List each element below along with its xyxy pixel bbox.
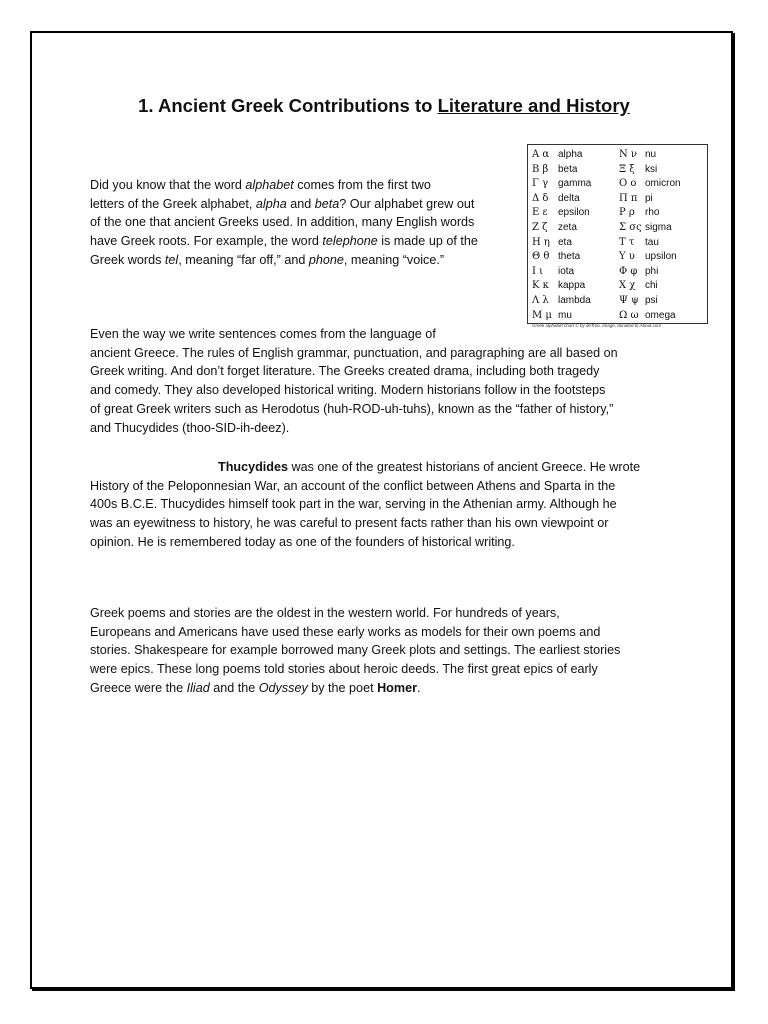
paragraph-line: and Thucydides (thoo-SID-ih-deez). (90, 420, 290, 435)
paragraph-line: opinion. He is remembered today as one of the founders of historical writing. (90, 534, 515, 549)
page-title (0, 95, 768, 117)
chart-row (532, 279, 703, 294)
letter-name: omega (645, 309, 676, 321)
paragraph-poems (90, 604, 620, 698)
letter-symbol: Λ λ (532, 294, 549, 306)
letter-symbol: Φ φ (619, 265, 638, 277)
text-run: ? Our alphabet grew out (339, 196, 475, 211)
letter-symbol: Υ υ (619, 251, 635, 263)
text-run: and (286, 196, 315, 211)
letter-name: delta (558, 192, 580, 204)
text-run: , meaning “far off,” and (178, 252, 309, 267)
paragraph-line: of the one that ancient Greeks used. In addition, many English words (90, 215, 475, 230)
letter-symbol: Τ τ (619, 236, 635, 248)
text-run: comes from the first two (293, 178, 431, 192)
letter-name: lambda (558, 294, 591, 306)
paragraph-line: Greek poems and stories are the oldest in the western world. For hundreds of years, (90, 606, 560, 620)
paragraph-alphabet (90, 176, 478, 270)
italic-term: beta (314, 196, 340, 211)
bold-term: Thucydides (218, 460, 288, 474)
chart-row (532, 148, 703, 163)
paragraph-line: Europeans and Americans have used these early works as models for their own poems and (90, 624, 601, 639)
letter-name: alpha (558, 149, 583, 160)
paragraph-line: were epics. These long poems told stories about heroic deeds. The first great epics of early (90, 662, 598, 677)
letter-name: gamma (558, 178, 592, 190)
text-run: is made up of the (377, 234, 478, 249)
text-run: was one of the greatest historians of ancient Greece. He wrote (287, 460, 641, 474)
chart-row (532, 206, 703, 221)
paragraph-line (90, 232, 478, 251)
italic-term: phone (308, 252, 344, 267)
letter-symbol: Η η (532, 236, 550, 248)
letter-name: eta (558, 236, 572, 248)
chart-row (532, 309, 703, 324)
letter-name: mu (558, 309, 572, 321)
paragraph-line: ancient Greece. The rules of English grammar, punctuation, and paragraphing are all based on (90, 345, 618, 360)
letter-name: tau (645, 236, 659, 248)
text-run: , meaning “voice.” (343, 252, 445, 267)
chart-row (532, 163, 703, 178)
paragraph-line: Even the way we write sentences comes from the language of (90, 327, 436, 341)
italic-term: tel (164, 252, 179, 267)
letter-name: theta (558, 251, 581, 263)
paragraph-line (90, 679, 620, 698)
letter-symbol: Ο ο (619, 178, 637, 190)
chart-row (532, 294, 703, 309)
paragraph-thucydides (90, 458, 640, 552)
letter-symbol: Ι ι (532, 265, 544, 277)
paragraph-line: was an eyewitness to history, he was careful to present facts rather than his own viewpoint or (90, 516, 609, 531)
paragraph-literature (90, 325, 618, 437)
italic-term: Iliad (186, 680, 210, 695)
chart-row (532, 236, 703, 251)
letter-symbol: Ρ ρ (619, 207, 635, 219)
italic-term: alphabet (245, 178, 294, 192)
letter-name: pi (645, 192, 653, 204)
chart-row (532, 250, 703, 265)
letter-symbol: Ν ν (619, 149, 638, 160)
italic-term: telephone (322, 234, 378, 249)
chart-row (532, 221, 703, 236)
title-prefix: 1. Ancient Greek Contributions to (138, 95, 438, 116)
text-run: . (416, 680, 421, 695)
letter-symbol: Μ μ (532, 309, 552, 321)
letter-name: omicron (645, 178, 681, 190)
letter-symbol: Δ δ (532, 192, 549, 204)
paragraph-line (90, 195, 478, 214)
bold-term: Homer (377, 680, 417, 695)
paragraph-line (90, 176, 478, 195)
greek-alphabet-table (532, 148, 703, 323)
letter-symbol: Ψ ψ (619, 294, 639, 306)
paragraph-line: 400s B.C.E. Thucydides himself took part in the war, serving in the Athenian army. Although he (90, 497, 617, 512)
letter-name: iota (558, 265, 575, 277)
letter-name: zeta (558, 221, 577, 233)
text-run: Greek words (90, 252, 165, 267)
text-run: letters of the Greek alphabet, (90, 196, 256, 211)
letter-name: epsilon (558, 207, 590, 219)
paragraph-line: History of the Peloponnesian War, an account of the conflict between Athens and Sparta in the (90, 478, 616, 493)
letter-symbol: Ω ω (619, 309, 639, 321)
letter-symbol: Σ σς (619, 221, 642, 233)
chart-row (532, 177, 703, 192)
letter-symbol: Ζ ζ (532, 221, 548, 233)
letter-symbol: Β β (532, 163, 549, 175)
letter-name: rho (645, 207, 660, 219)
chart-credit: Greek alphabet chart © by deTroo. Image, donated to About.com (532, 323, 662, 329)
chart-row (532, 265, 703, 280)
letter-name: sigma (645, 221, 672, 233)
letter-symbol: Γ γ (532, 178, 549, 190)
letter-name: chi (645, 280, 658, 292)
letter-symbol: Χ χ (619, 280, 636, 292)
letter-symbol: Κ κ (532, 280, 549, 292)
paragraph-line (90, 251, 478, 270)
letter-name: psi (645, 294, 658, 306)
paragraph-line: and comedy. They also developed historical writing. Modern historians follow in the footsteps (90, 383, 606, 398)
letter-name: nu (645, 149, 657, 160)
paragraph-line (90, 458, 640, 477)
letter-name: beta (558, 163, 578, 175)
paragraph-line: stories. Shakespeare for example borrowed many Greek plots and settings. The earliest stories (90, 643, 621, 658)
letter-name: ksi (645, 163, 658, 175)
italic-term: alpha (255, 196, 287, 211)
text-run: have Greek roots. For example, the word (90, 234, 323, 249)
paragraph-line: Greek writing. And don’t forget literature. The Greeks created drama, including both tragedy (90, 364, 600, 379)
letter-symbol: Π π (619, 192, 638, 204)
letter-symbol: Ε ε (532, 207, 548, 219)
text-run: Did you know that the word (90, 178, 246, 192)
chart-row (532, 192, 703, 207)
italic-term: Odyssey (258, 680, 308, 695)
text-run: and the (209, 680, 259, 695)
letter-name: phi (645, 265, 659, 277)
letter-symbol: Θ θ (532, 251, 550, 263)
letter-symbol: Ξ ξ (619, 163, 635, 175)
greek-alphabet-chart (527, 144, 708, 329)
letter-symbol: Α α (532, 149, 550, 160)
letter-name: kappa (558, 280, 586, 292)
text-run: Greece were the (90, 680, 187, 695)
paragraph-line: of great Greek writers such as Herodotus (huh-ROD-uh-tuhs), known as the “father of history,” (90, 401, 614, 416)
text-run: by the poet (307, 680, 378, 695)
title-underlined: Literature and History (437, 95, 630, 116)
letter-name: upsilon (645, 251, 677, 263)
